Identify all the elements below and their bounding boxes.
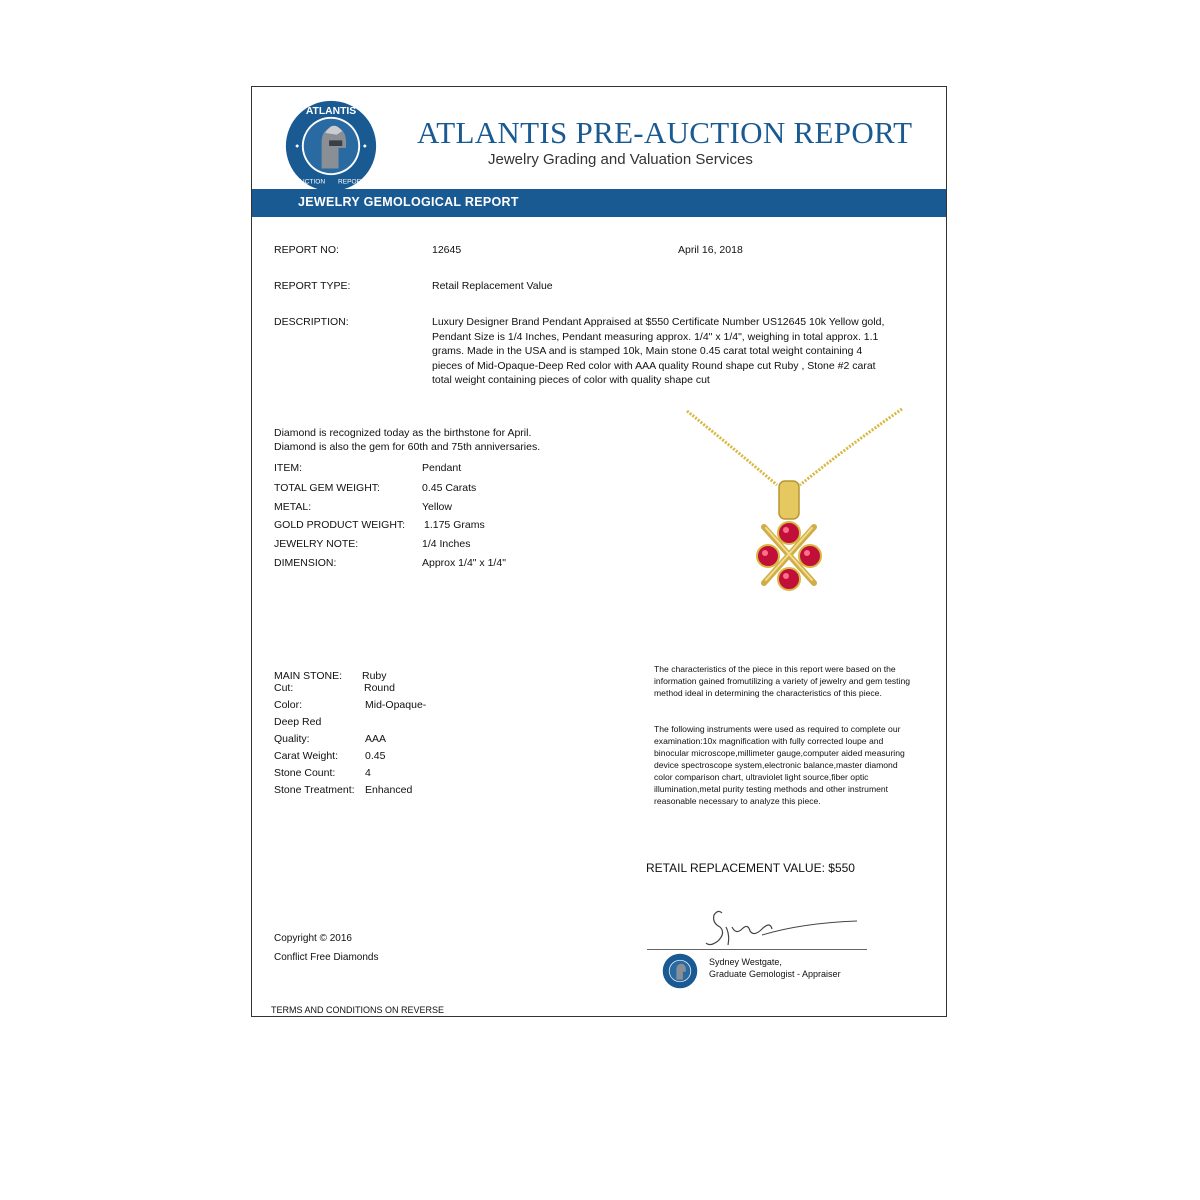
spec-label: TOTAL GEM WEIGHT: — [274, 482, 380, 494]
carat-weight-value: 0.45 — [365, 750, 386, 762]
stone-count-value: 4 — [365, 767, 371, 779]
stone-treatment-label: Stone Treatment: — [274, 784, 355, 796]
ruby-pendant-image — [682, 407, 912, 617]
report-no-label: REPORT NO: — [274, 244, 339, 256]
cut-value: Round — [364, 682, 395, 694]
signer-name: Sydney Westgate, — [709, 957, 782, 967]
birthstone-line-1: Diamond is recognized today as the birthstone for April. — [274, 427, 532, 439]
notes-paragraph-1: The characteristics of the piece in this report were based on the information gained fromutilizing a variety of jewelry and gem testing method ideal in determining the characteristics of this piece. — [654, 664, 911, 698]
report-subtitle: Jewelry Grading and Valuation Services — [488, 151, 753, 168]
spec-label: ITEM: — [274, 462, 302, 474]
carat-weight-label: Carat Weight: — [274, 750, 338, 762]
notes-paragraph-2: The following instruments were used as required to complete our examination:10x magnification with fully corrected loupe and binocular microscope,millimeter gauge,computer aided measuring device spectroscope system,electronic balance,master diamond color comparison chart, ultraviolet light source,fiber optic illumination,metal purity testing methods and other instrument reasonable necessary to analyze this piece. — [654, 724, 905, 806]
signer-title: Graduate Gemologist - Appraiser — [709, 969, 841, 979]
signature-image — [692, 905, 862, 955]
birthstone-line-2: Diamond is also the gem for 60th and 75th anniversaries. — [274, 441, 541, 453]
retail-replacement-value: RETAIL REPLACEMENT VALUE: $550 — [646, 861, 855, 875]
signature-line — [647, 949, 867, 950]
color-label: Color: — [274, 699, 303, 711]
color-value-cont: Deep Red — [274, 716, 322, 728]
section-band — [252, 189, 946, 217]
atlantis-seal-icon — [662, 953, 698, 989]
svg-text:ATLANTIS: ATLANTIS — [305, 106, 357, 118]
terms-note: TERMS AND CONDITIONS ON REVERSE — [271, 1005, 445, 1015]
report-title: ATLANTIS PRE-AUCTION REPORT — [417, 115, 913, 150]
spec-label: JEWELRY NOTE: — [274, 538, 359, 550]
report-date: April 16, 2018 — [678, 244, 743, 256]
spec-label: DIMENSION: — [274, 557, 337, 569]
spec-value: 1/4 Inches — [422, 538, 471, 550]
svg-text:REPORT: REPORT — [338, 178, 366, 186]
main-stone-label: MAIN STONE: — [274, 670, 343, 682]
spec-value: Pendant — [422, 462, 462, 474]
quality-label: Quality: — [274, 733, 310, 745]
stone-count-label: Stone Count: — [274, 767, 336, 779]
copyright-text: Copyright © 2016 — [274, 933, 352, 944]
main-stone-value: Ruby — [362, 670, 387, 682]
spec-label: GOLD PRODUCT WEIGHT: — [274, 519, 406, 531]
color-value: Mid-Opaque- — [365, 699, 427, 711]
spec-value: 0.45 Carats — [422, 482, 477, 494]
cut-label: Cut: — [274, 682, 294, 694]
spec-value: Approx 1/4" x 1/4" — [422, 557, 506, 569]
svg-text:AUCTION: AUCTION — [295, 178, 326, 186]
spec-label: METAL: — [274, 501, 312, 513]
report-no-value: 12645 — [432, 244, 462, 256]
report-type-value: Retail Replacement Value — [432, 280, 553, 292]
report-type-label: REPORT TYPE: — [274, 280, 351, 292]
stone-treatment-value: Enhanced — [365, 784, 413, 796]
spec-value: 1.175 Grams — [424, 519, 485, 531]
quality-value: AAA — [365, 733, 387, 745]
section-band-label: JEWELRY GEMOLOGICAL REPORT — [298, 195, 519, 209]
spec-value: Yellow — [422, 501, 452, 513]
atlantis-logo-icon — [284, 99, 378, 193]
description-label: DESCRIPTION: — [274, 316, 349, 328]
description-text: Luxury Designer Brand Pendant Appraised at $550 Certificate Number US12645 10k Yellow gold, Pendant Size is 1/4 Inches, Pendant measuring approx. 1/4" x 1/4", weighing in total approx. 1.1 grams. Made in the USA and is stamped 10k, Main stone 0.45 carat total weight containing 4 pieces of Mid-Opaque-Deep Red color with AAA quality Round shape cut Ruby , Stone #2 carat total weight containing pieces of color with quality shape cut — [432, 316, 885, 386]
appraisal-report-sheet — [251, 86, 947, 1017]
conflict-free-text: Conflict Free Diamonds — [274, 952, 379, 963]
